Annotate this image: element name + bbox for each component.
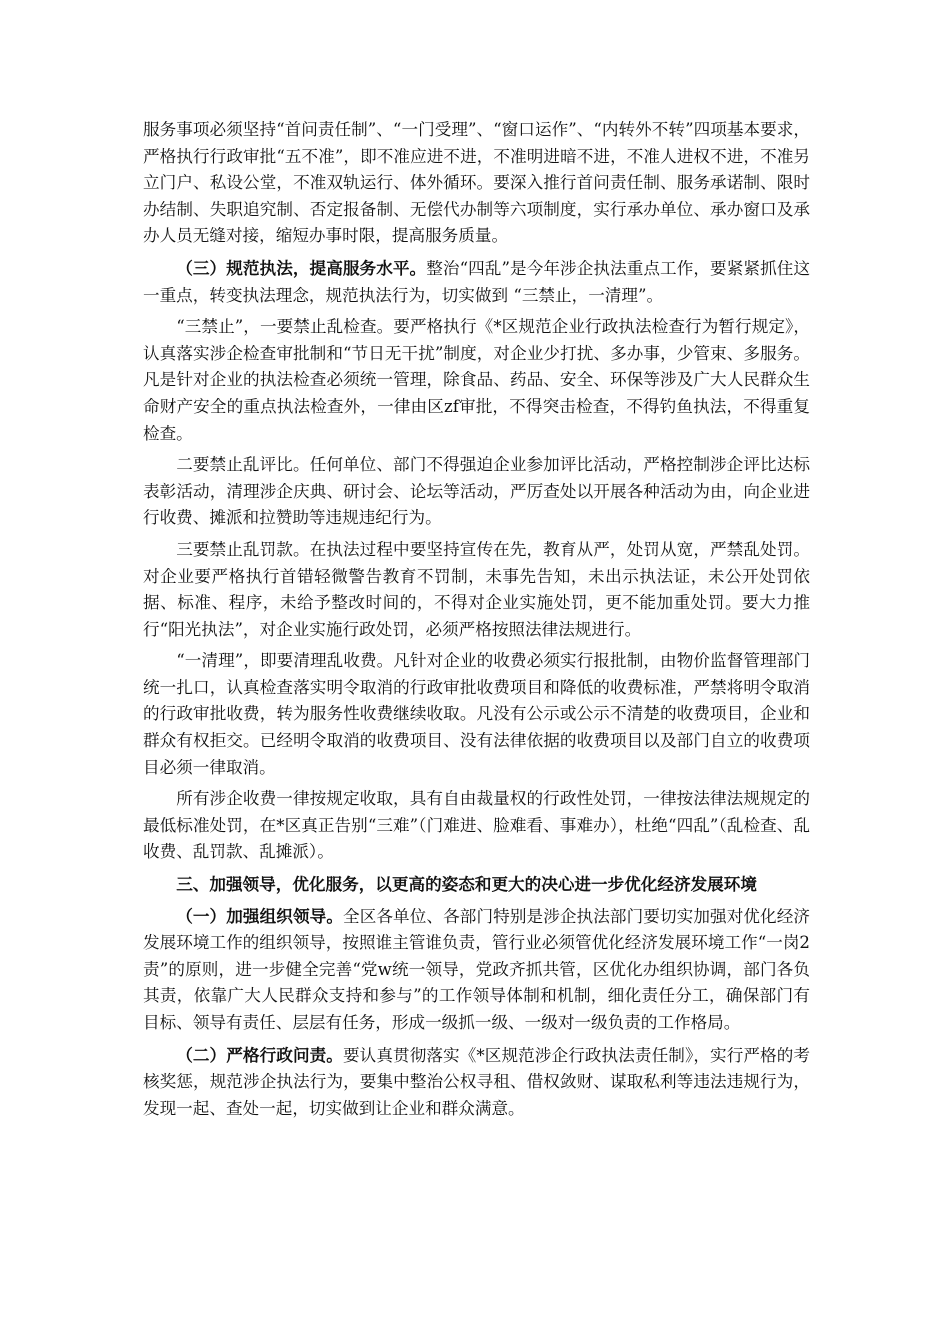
paragraph-10	[143, 1042, 810, 1123]
paragraph-3-text: “三禁止”，一要禁止乱检查。要严格执行《*区规范企业行政执法检查行为暂行规定》，认真落实涉企检查审批制和“节日无干扰”制度，对企业少打扰、多办事，少管束、多服务。凡是针对企业的执法检查必须统一管理，除食品、药品、安全、环保等涉及广大人民群众生命财产安全的重点执法检查外，一律由区zf审批，不得突击检查，不得钓鱼执法，不得重复检查。	[143, 317, 810, 443]
paragraph-9-text: 全区各单位、各部门特别是涉企执法部门要切实加强对优化经济发展环境工作的组织领导，按照谁主管谁负责，管行业必须管优化经济发展环境工作“一岗2责”的原则，进一步健全完善“党w统一领导，党政齐抓共管，区优化办组织协调，部门各负其责，依靠广大人民群众支持和参与”的工作领导体制和机制，细化责任分工，确保部门有目标、领导有责任、层层有任务，形成一级抓一级、一级对一级负责的工作格局。	[143, 906, 811, 1032]
paragraph-6	[143, 648, 810, 781]
paragraph-2-text: 整治“四乱”是今年涉企执法重点工作，要紧紧抓住这一重点，转变执法理念，规范执法行为，切实做到 “三禁止，一清理”。	[143, 258, 811, 305]
paragraph-2	[143, 255, 810, 309]
paragraph-6-text: “一清理”，即要清理乱收费。凡针对企业的收费必须实行报批制，由物价监督管理部门统一扎口，认真检查落实明令取消的行政审批收费项目和降低的收费标准，严禁将明令取消的行政审批收费，转为服务性收费继续收取。凡没有公示或公示不清楚的收费项目，企业和群众有权拒交。已经明令取消的收费项目、没有法律依据的收费项目以及部门自立的收费项目必须一律取消。	[143, 651, 810, 777]
paragraph-10-text: 要认真贯彻落实《*区规范涉企行政执法责任制》，实行严格的考核奖惩，规范涉企执法行为，要集中整治公权寻租、借权敛财、谋取私利等违法违规行为，发现一起、查处一起，切实做到让企业和群众满意。	[143, 1045, 810, 1118]
paragraph-3	[143, 314, 810, 447]
paragraph-4-text: 二要禁止乱评比。任何单位、部门不得强迫企业参加评比活动，严格控制涉企评比达标表彰活动，清理涉企庆典、研讨会、论坛等活动，严厉查处以开展各种活动为由，向企业进行收费、摊派和拉赞助等违规违纪行为。	[143, 455, 810, 528]
section-heading-3-text: 三、加强领导，优化服务，以更高的姿态和更大的决心进一步优化经济发展环境	[176, 874, 757, 895]
paragraph-1	[143, 117, 810, 250]
paragraph-9	[143, 903, 810, 1037]
paragraph-7	[143, 786, 810, 866]
paragraph-9-lead: （一）加强组织领导。	[176, 905, 344, 926]
paragraph-5	[143, 537, 810, 643]
paragraph-1-text: 服务事项必须坚持“首问责任制”、“一门受理”、“窗口运作”、“内转外不转”四项基本要求，严格执行行政审批“五不准”，即不准应进不进，不准明进暗不进，不准人进权不进，不准另立门户、私设公堂，不准双轨运行、体外循环。要深入推行首问责任制、服务承诺制、限时办结制、失职追究制、否定报备制、无偿代办制等六项制度，实行承办单位、承办窗口及承办人员无缝对接，缩短办事时限，提高服务质量。	[143, 120, 810, 246]
paragraph-2-lead: （三）规范执法，提高服务水平。	[176, 257, 427, 278]
paragraph-7-text: 所有涉企收费一律按规定收取，具有自由裁量权的行政性处罚，一律按法律法规规定的最低标准处罚，在*区真正告别“三难”（门难进、脸难看、事难办），杜绝“四乱”（乱检查、乱收费、乱罚款、乱摊派）。	[143, 789, 810, 862]
paragraph-10-lead: （二）严格行政问责。	[176, 1044, 343, 1065]
section-heading-3	[143, 871, 810, 898]
paragraph-5-text: 三要禁止乱罚款。在执法过程中要坚持宣传在先，教育从严，处罚从宽，严禁乱处罚。对企业要严格执行首错轻微警告教育不罚制，未事先告知，未出示执法证，未公开处罚依据、标准、程序，未给予整改时间的，不得对企业实施处罚，更不能加重处罚。要大力推行“阳光执法”，对企业实施行政处罚，必须严格按照法律法规进行。	[143, 539, 810, 639]
document-body	[143, 117, 810, 1127]
paragraph-4	[143, 452, 810, 532]
